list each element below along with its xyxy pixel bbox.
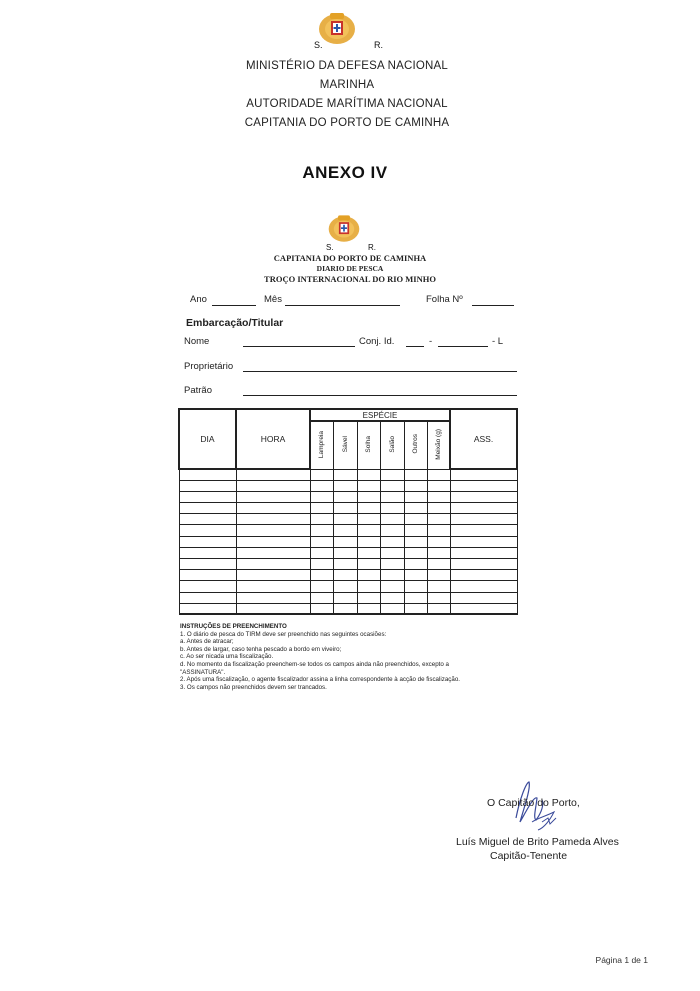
instruction-line: 3. Os campos não preenchidos devem ser trancados.	[180, 683, 327, 691]
table-row	[179, 547, 517, 558]
table-cell[interactable]	[380, 547, 404, 558]
table-row	[179, 603, 517, 614]
harbour-office-line: CAPITANIA DO PORTO DE CAMINHA	[244, 117, 450, 129]
table-cell[interactable]	[404, 525, 427, 536]
table-cell[interactable]	[310, 536, 333, 547]
year-field[interactable]	[212, 305, 256, 306]
table-cell[interactable]	[357, 559, 380, 570]
skipper-label: Patrão	[184, 385, 212, 396]
set-id-field-1[interactable]	[406, 346, 424, 347]
set-id-l-suffix: - L	[492, 336, 504, 347]
annex-title: ANEXO IV	[302, 163, 388, 182]
table-cell[interactable]	[404, 547, 427, 558]
table-cell[interactable]	[427, 581, 450, 592]
table-cell[interactable]	[333, 480, 357, 491]
table-cell[interactable]	[310, 547, 333, 558]
table-cell[interactable]	[427, 592, 450, 603]
table-cell[interactable]	[179, 536, 236, 547]
table-cell[interactable]	[380, 603, 404, 614]
table-cell[interactable]	[427, 547, 450, 558]
table-cell[interactable]	[236, 592, 310, 603]
table-cell[interactable]	[236, 581, 310, 592]
table-row	[179, 480, 517, 491]
instruction-line: a. Antes de atracar;	[180, 638, 234, 646]
instructions-title: INSTRUÇÕES DE PREENCHIMENTO	[180, 623, 287, 630]
table-cell[interactable]	[450, 525, 517, 536]
table-cell[interactable]	[310, 503, 333, 514]
time-header: HORA	[236, 409, 310, 469]
table-cell[interactable]	[310, 559, 333, 570]
table-cell[interactable]	[357, 503, 380, 514]
table-cell[interactable]	[380, 514, 404, 525]
signatory-role: O Capitão do Porto,	[487, 797, 580, 809]
table-cell[interactable]	[179, 503, 236, 514]
table-cell[interactable]	[427, 503, 450, 514]
table-cell[interactable]	[236, 525, 310, 536]
species-header: ESPÉCIE	[310, 409, 450, 421]
owner-field[interactable]	[243, 371, 517, 372]
ministry-line: MINISTÉRIO DA DEFESA NACIONAL	[246, 60, 448, 72]
instruction-line: c. Ao ser nicada uma fiscalização.	[180, 653, 274, 661]
table-cell[interactable]	[310, 603, 333, 614]
table-cell[interactable]	[404, 514, 427, 525]
table-row	[179, 503, 517, 514]
day-header: DIA	[179, 409, 236, 469]
table-cell[interactable]	[357, 570, 380, 581]
table-cell[interactable]	[333, 547, 357, 558]
table-cell[interactable]	[427, 559, 450, 570]
signatory-rank: Capitão-Tenente	[490, 850, 568, 862]
table-cell[interactable]	[310, 491, 333, 502]
table-cell[interactable]	[427, 514, 450, 525]
year-label: Ano	[190, 294, 207, 305]
species-others: Outros	[404, 421, 427, 469]
table-cell[interactable]	[333, 570, 357, 581]
form-title-river: TROÇO INTERNACIONAL DO RIO MINHO	[264, 274, 436, 284]
table-row	[179, 469, 517, 480]
table-cell[interactable]	[357, 491, 380, 502]
authority-line: AUTORIDADE MARÍTIMA NACIONAL	[246, 98, 448, 110]
species-glass-eel: Meixão (g)	[427, 421, 450, 469]
table-row	[179, 514, 517, 525]
table-cell[interactable]	[404, 603, 427, 614]
table-cell[interactable]	[179, 525, 236, 536]
signature-header: ASS.	[450, 409, 517, 469]
table-cell[interactable]	[179, 570, 236, 581]
table-cell[interactable]	[236, 480, 310, 491]
owner-label: Proprietário	[184, 361, 234, 372]
month-label: Mês	[264, 294, 282, 305]
form-crest-letter-r: R.	[368, 243, 376, 252]
table-cell[interactable]	[333, 491, 357, 502]
table-cell[interactable]	[236, 570, 310, 581]
table-cell[interactable]	[427, 491, 450, 502]
table-cell[interactable]	[236, 536, 310, 547]
table-cell[interactable]	[179, 480, 236, 491]
table-cell[interactable]	[179, 592, 236, 603]
table-cell[interactable]	[450, 559, 517, 570]
table-cell[interactable]	[380, 536, 404, 547]
table-row	[179, 491, 517, 502]
table-row	[179, 581, 517, 592]
table-cell[interactable]	[310, 514, 333, 525]
table-cell[interactable]	[427, 570, 450, 581]
table-cell[interactable]	[236, 514, 310, 525]
table-cell[interactable]	[333, 603, 357, 614]
coat-of-arms-icon	[317, 11, 357, 47]
skipper-field[interactable]	[243, 395, 517, 396]
handwritten-signature	[498, 778, 568, 840]
table-cell[interactable]	[236, 603, 310, 614]
species-salmon: Salão	[380, 421, 404, 469]
table-row	[179, 536, 517, 547]
catch-log-table	[178, 408, 518, 615]
table-cell[interactable]	[310, 469, 333, 480]
table-row	[179, 559, 517, 570]
instruction-line: d. No momento da fiscalização preenchem-se todos os campos ainda não preenchidos, excepto a	[180, 660, 449, 668]
name-label: Nome	[184, 336, 210, 347]
table-cell[interactable]	[427, 480, 450, 491]
table-row	[179, 570, 517, 581]
table-cell[interactable]	[236, 469, 310, 480]
table-cell[interactable]	[179, 469, 236, 480]
table-cell[interactable]	[357, 525, 380, 536]
table-cell[interactable]	[310, 570, 333, 581]
form-title-harbour: CAPITANIA DO PORTO DE CAMINHA	[273, 253, 427, 263]
table-cell[interactable]	[357, 547, 380, 558]
table-cell[interactable]	[450, 469, 517, 480]
table-cell[interactable]	[450, 570, 517, 581]
table-cell[interactable]	[357, 592, 380, 603]
table-row	[179, 592, 517, 603]
table-cell[interactable]	[404, 592, 427, 603]
table-cell[interactable]	[380, 503, 404, 514]
table-cell[interactable]	[450, 514, 517, 525]
table-cell[interactable]	[427, 536, 450, 547]
table-cell[interactable]	[333, 536, 357, 547]
species-shad: Sável	[333, 421, 357, 469]
table-cell[interactable]	[427, 469, 450, 480]
table-row	[179, 525, 517, 536]
page-number: Página 1 de 1	[595, 955, 648, 965]
table-cell[interactable]	[310, 525, 333, 536]
sheet-field[interactable]	[472, 305, 514, 306]
table-cell[interactable]	[450, 536, 517, 547]
set-id-label: Conj. Id.	[359, 336, 395, 347]
sheet-label: Folha Nº	[426, 294, 463, 305]
table-cell[interactable]	[179, 559, 236, 570]
table-cell[interactable]	[179, 514, 236, 525]
table-cell[interactable]	[450, 491, 517, 502]
table-cell[interactable]	[427, 525, 450, 536]
table-cell[interactable]	[236, 547, 310, 558]
table-cell[interactable]	[404, 536, 427, 547]
form-crest-letter-s: S.	[326, 243, 334, 252]
signatory-name: Luís Miguel de Brito Pameda Alves	[456, 836, 619, 848]
table-cell[interactable]	[310, 592, 333, 603]
set-id-dash: -	[429, 336, 433, 347]
set-id-field-2[interactable]	[438, 346, 488, 347]
table-cell[interactable]	[333, 469, 357, 480]
table-cell[interactable]	[179, 581, 236, 592]
table-cell[interactable]	[357, 480, 380, 491]
instruction-line: "ASSINATURA".	[180, 668, 226, 676]
table-cell[interactable]	[179, 603, 236, 614]
navy-line: MARINHA	[319, 79, 375, 91]
table-cell[interactable]	[179, 491, 236, 502]
table-cell[interactable]	[380, 581, 404, 592]
name-field[interactable]	[243, 346, 355, 347]
vessel-owner-section: Embarcação/Titular	[186, 317, 284, 329]
table-cell[interactable]	[333, 592, 357, 603]
instruction-line: 2. Após uma fiscalização, o agente fiscalizador assina a linha correspondente à acção de fiscalização.	[180, 676, 460, 684]
form-coat-of-arms-icon	[327, 213, 361, 245]
table-cell[interactable]	[357, 581, 380, 592]
table-cell[interactable]	[450, 547, 517, 558]
table-cell[interactable]	[333, 559, 357, 570]
table-cell[interactable]	[333, 581, 357, 592]
table-cell[interactable]	[380, 570, 404, 581]
table-cell[interactable]	[404, 559, 427, 570]
table-cell[interactable]	[179, 547, 236, 558]
species-flounder: Solha	[357, 421, 380, 469]
table-cell[interactable]	[404, 503, 427, 514]
species-lamprey: Lampreia	[310, 421, 333, 469]
table-cell[interactable]	[236, 559, 310, 570]
table-cell[interactable]	[310, 581, 333, 592]
instruction-line: b. Antes de largar, caso tenha pescado a bordo em viveiro;	[180, 645, 342, 653]
table-cell[interactable]	[236, 503, 310, 514]
table-cell[interactable]	[450, 592, 517, 603]
table-cell[interactable]	[333, 503, 357, 514]
table-cell[interactable]	[427, 603, 450, 614]
table-cell[interactable]	[380, 469, 404, 480]
table-cell[interactable]	[357, 469, 380, 480]
table-cell[interactable]	[404, 570, 427, 581]
table-cell[interactable]	[450, 503, 517, 514]
table-cell[interactable]	[450, 581, 517, 592]
table-cell[interactable]	[380, 525, 404, 536]
table-cell[interactable]	[404, 480, 427, 491]
table-cell[interactable]	[404, 581, 427, 592]
form-title-diary: DIARIO DE PESCA	[316, 264, 384, 273]
table-cell[interactable]	[380, 491, 404, 502]
table-cell[interactable]	[380, 559, 404, 570]
table-cell[interactable]	[450, 603, 517, 614]
table-cell[interactable]	[404, 491, 427, 502]
table-cell[interactable]	[357, 603, 380, 614]
table-cell[interactable]	[310, 480, 333, 491]
crest-letter-r: R.	[374, 40, 383, 50]
instruction-line: 1. O diário de pesca do TIRM deve ser preenchido nas seguintes ocasiões:	[180, 630, 387, 638]
table-cell[interactable]	[357, 514, 380, 525]
table-cell[interactable]	[357, 536, 380, 547]
month-field[interactable]	[285, 305, 400, 306]
table-cell[interactable]	[380, 592, 404, 603]
table-cell[interactable]	[380, 480, 404, 491]
table-cell[interactable]	[404, 469, 427, 480]
fill-instructions	[180, 623, 520, 691]
table-cell[interactable]	[450, 480, 517, 491]
table-cell[interactable]	[236, 491, 310, 502]
crest-letter-s: S.	[314, 40, 323, 50]
table-cell[interactable]	[333, 525, 357, 536]
table-cell[interactable]	[333, 514, 357, 525]
